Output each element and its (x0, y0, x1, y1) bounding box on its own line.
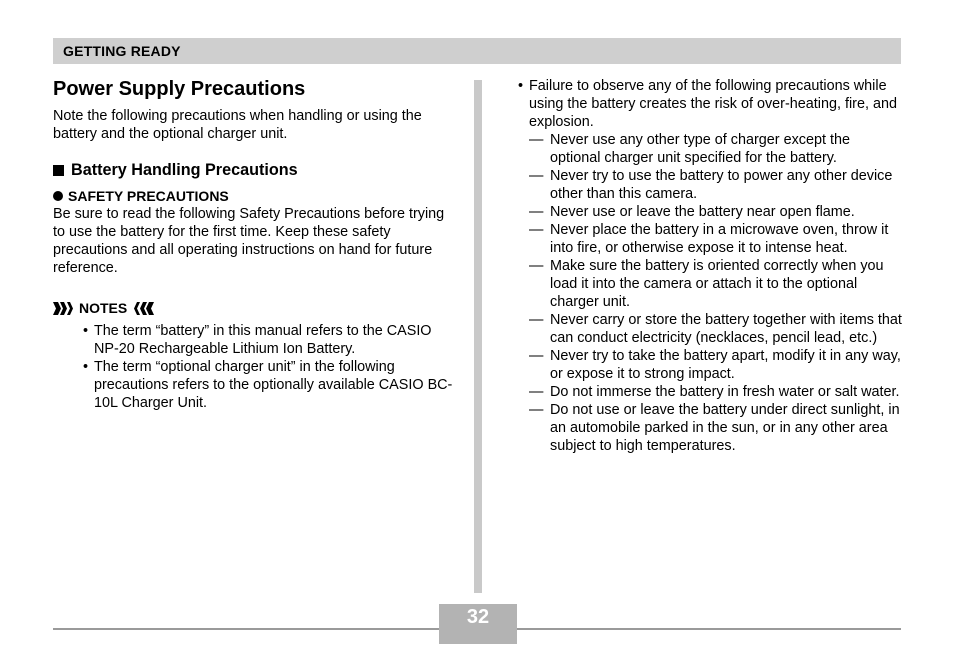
intro-paragraph: Note the following precautions when handling or using the battery and the optional charger unit. (53, 108, 422, 142)
notes-label: NOTES (79, 300, 128, 316)
section-header-title: GETTING READY (63, 43, 181, 59)
precaution-text: Make sure the battery is oriented correctly when you load it into the camera or attach it to the optional charger unit. (550, 258, 884, 310)
precaution-item (518, 167, 903, 203)
dash-glyph: — (529, 348, 544, 364)
dash-glyph: — (529, 132, 544, 148)
subheading-battery-handling (53, 160, 458, 180)
precaution-item (518, 311, 903, 347)
precaution-list (518, 131, 903, 455)
precaution-item (518, 221, 903, 257)
precaution-text: Never carry or store the battery together with items that can conduct electricity (necklaces, pencil lead, etc.) (550, 312, 902, 346)
warning-lead (518, 77, 903, 131)
precaution-text: Never use or leave the battery near open flame. (550, 204, 855, 220)
note-text: The term “optional charger unit” in the following precautions refers to the optionally available CASIO BC-10L Charger Unit. (94, 359, 453, 411)
precaution-text: Never try to use the battery to power any other device other than this camera. (550, 168, 893, 202)
left-column (53, 76, 458, 412)
square-bullet-icon (53, 165, 64, 176)
page-title: Power Supply Precautions (53, 78, 306, 100)
dash-glyph: — (529, 258, 544, 274)
precaution-item (518, 383, 903, 401)
precaution-item (518, 131, 903, 167)
column-divider (474, 80, 482, 593)
note-item (53, 358, 458, 412)
section-header-bar (53, 38, 901, 64)
precaution-text: Do not use or leave the battery under direct sunlight, in an automobile parked in the sun, or in any other area subject to high temperatures. (550, 402, 900, 454)
precaution-text: Never place the battery in a microwave oven, throw it into fire, or otherwise expose it to intense heat. (550, 222, 889, 256)
precaution-text: Never use any other type of charger except the optional charger unit specified for the battery. (550, 132, 850, 166)
bullet-glyph: • (83, 359, 89, 375)
circle-bullet-icon (53, 191, 63, 201)
dash-glyph: — (529, 402, 544, 418)
page-number: 32 (466, 606, 490, 628)
warning-lead-text: Failure to observe any of the following precautions while using the battery creates the risk of over-heating, fire, and explosion. (529, 78, 897, 130)
dash-glyph: — (529, 204, 544, 220)
dash-glyph: — (529, 222, 544, 238)
notes-left-marker-icon (53, 302, 75, 315)
bullet-glyph: • (518, 78, 524, 94)
safety-precautions-heading (53, 187, 458, 205)
bullet-glyph: • (83, 323, 89, 339)
dash-glyph: — (529, 384, 544, 400)
note-item (53, 322, 458, 358)
precaution-item (518, 203, 903, 221)
notes-right-marker-icon (132, 302, 154, 315)
precaution-text: Never try to take the battery apart, modify it in any way, or expose it to strong impact. (550, 348, 901, 382)
notes-heading (53, 299, 458, 317)
safety-paragraph: Be sure to read the following Safety Precautions before trying to use the battery for the first time. Keep these safety precautions and all operating instructions on hand for future reference. (53, 206, 445, 276)
precaution-item (518, 257, 903, 311)
note-text: The term “battery” in this manual refers to the CASIO NP-20 Rechargeable Lithium Ion Battery. (94, 323, 432, 357)
page-number-box (439, 604, 517, 644)
notes-list (53, 322, 458, 412)
right-column (518, 77, 903, 455)
precaution-item (518, 401, 903, 455)
dash-glyph: — (529, 312, 544, 328)
subheading-text: Battery Handling Precautions (71, 161, 298, 179)
precaution-item (518, 347, 903, 383)
safety-heading-text: SAFETY PRECAUTIONS (68, 188, 229, 204)
precaution-text: Do not immerse the battery in fresh water or salt water. (550, 384, 900, 400)
dash-glyph: — (529, 168, 544, 184)
